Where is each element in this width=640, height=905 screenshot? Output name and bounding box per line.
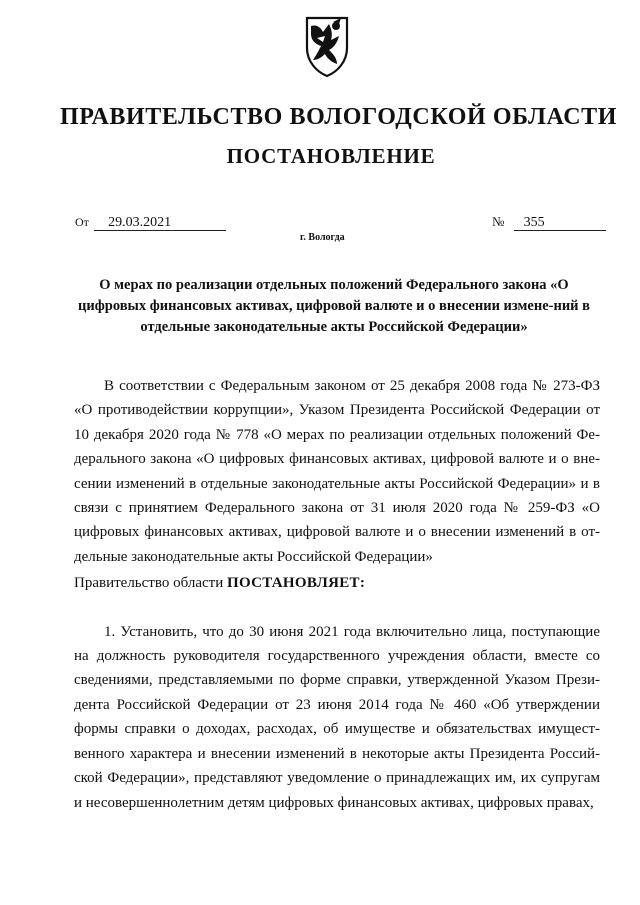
document-subject: О мерах по реализации отдельных положений Федерального закона «О цифровых финансовых активах, цифровой валюте и о внесении измене-ний в отдельные законодательные акты Российской Федерации» <box>78 277 590 335</box>
coat-of-arms-icon <box>303 14 351 78</box>
number-field <box>492 214 606 231</box>
preamble-paragraph: В соответствии с Федеральным законом от 25 декабря 2008 года № 273-ФЗ «О противодействии коррупции», Указом Президента Российской Федерации от 10 декабря 2020 года № 778 «О мерах по реализации отдельных положений Фе-дерального закона «О цифровых финансовых активах, цифровой валюте и о вне-сении изменений в отдельные законодательные акты Российской Федерации» и в связи с принятием Федерального закона от 31 июля 2020 года № 259-ФЗ «О цифровых финансовых активах, цифровой валюте и о внесении изменений в от-дельные законодательные акты Российской Федерации» <box>74 378 600 565</box>
number-prefix: № <box>492 214 505 229</box>
number-value: 355 <box>514 215 606 231</box>
date-prefix: От <box>75 215 89 229</box>
city-label: г. Вологда <box>300 232 345 243</box>
item-1-paragraph: 1. Установить, что до 30 июня 2021 года включительно лица, поступающие на должность руководителя государственного учреждения области, вместе со сведениями, представляемыми по форме справки, утвержденной Указом Прези-дента Российской Федерации от 23 июня 2014 года № 460 «Об утверждении формы справки о доходах, расходах, об имуществе и обязательствах имущест-венного характера и внесении изменений в некоторые акты Президента Россий-ской Федерации», представляют уведомление о принадлежащих им, их супругам и несовершеннолетним детям цифровых финансовых активах, цифровых правах, <box>74 623 600 811</box>
resolve-prefix: Правительство области <box>74 575 224 592</box>
resolve-word: ПОСТАНОВЛЯЕТ: <box>226 575 366 592</box>
date-value: 29.03.2021 <box>94 215 226 231</box>
organization-title: ПРАВИТЕЛЬСТВО ВОЛОГОДСКОЙ ОБЛАСТИ <box>60 104 618 130</box>
document-type: ПОСТАНОВЛЕНИЕ <box>226 144 436 168</box>
document-body <box>74 374 600 815</box>
resolve-line <box>74 571 600 595</box>
date-field <box>75 214 226 231</box>
